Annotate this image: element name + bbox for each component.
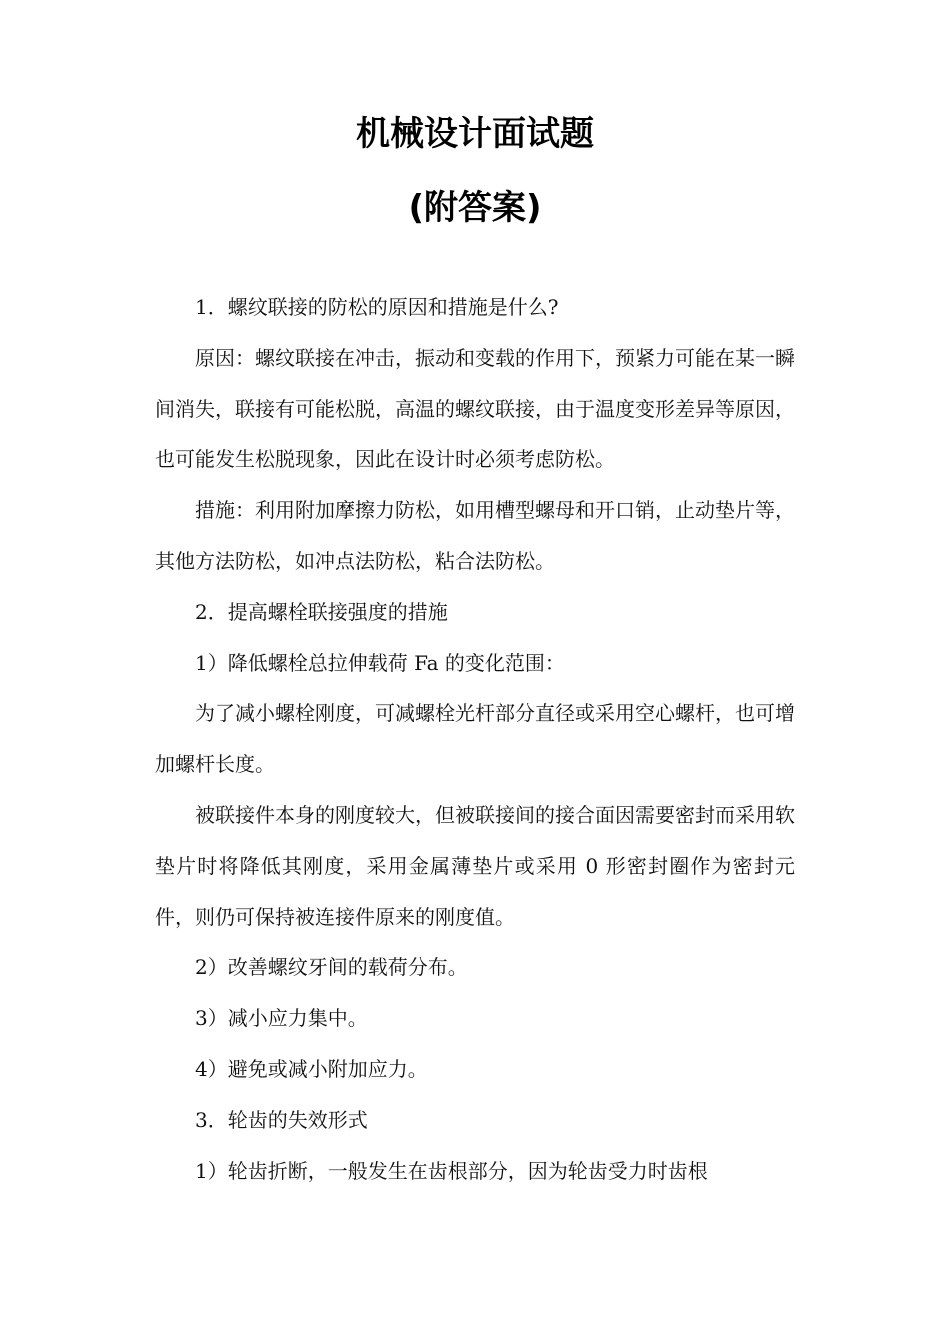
- answer-3-item-1: 1）轮齿折断，一般发生在齿根部分，因为轮齿受力时齿根: [195, 1158, 708, 1183]
- document-subtitle: (附答案): [408, 188, 542, 228]
- question-3-heading: 3．轮齿的失效形式: [195, 1107, 368, 1132]
- answer-2-item-1-detail-b: 被联接件本身的刚度较大，但被联接间的接合面因需要密封而采用软垫片时将降低其刚度，采用金属薄垫片或采用 0 形密封圈作为密封元件，则仍可保持被连接件原来的刚度值。: [155, 802, 795, 929]
- answer-1-cause: 原因：螺纹联接在冲击，振动和变载的作用下，预紧力可能在某一瞬间消失，联接有可能松脱，高温的螺纹联接，由于温度变形差异等原因，也可能发生松脱现象，因此在设计时必须考虑防松。: [155, 345, 795, 472]
- question-2-heading: 2．提高螺栓联接强度的措施: [195, 599, 448, 624]
- answer-2-item-3: 3）减小应力集中。: [195, 1006, 368, 1031]
- question-1-heading: 1．螺纹联接的防松的原因和措施是什么?: [195, 295, 559, 319]
- answer-2-item-4: 4）避免或减小附加应力。: [195, 1056, 428, 1081]
- answer-2-item-2: 2）改善螺纹牙间的载荷分布。: [195, 955, 468, 980]
- answer-2-item-1: 1）降低螺栓总拉伸载荷 Fa 的变化范围：: [195, 650, 565, 675]
- document-body: [155, 282, 795, 1196]
- document-title: 机械设计面试题: [356, 114, 594, 154]
- answer-2-item-1-detail-a: 为了减小螺栓刚度，可减螺栓光杆部分直径或采用空心螺杆，也可增加螺杆长度。: [155, 701, 795, 777]
- answer-1-measures: 措施：利用附加摩擦力防松，如用槽型螺母和开口销，止动垫片等，其他方法防松，如冲点法防松，粘合法防松。: [155, 498, 795, 573]
